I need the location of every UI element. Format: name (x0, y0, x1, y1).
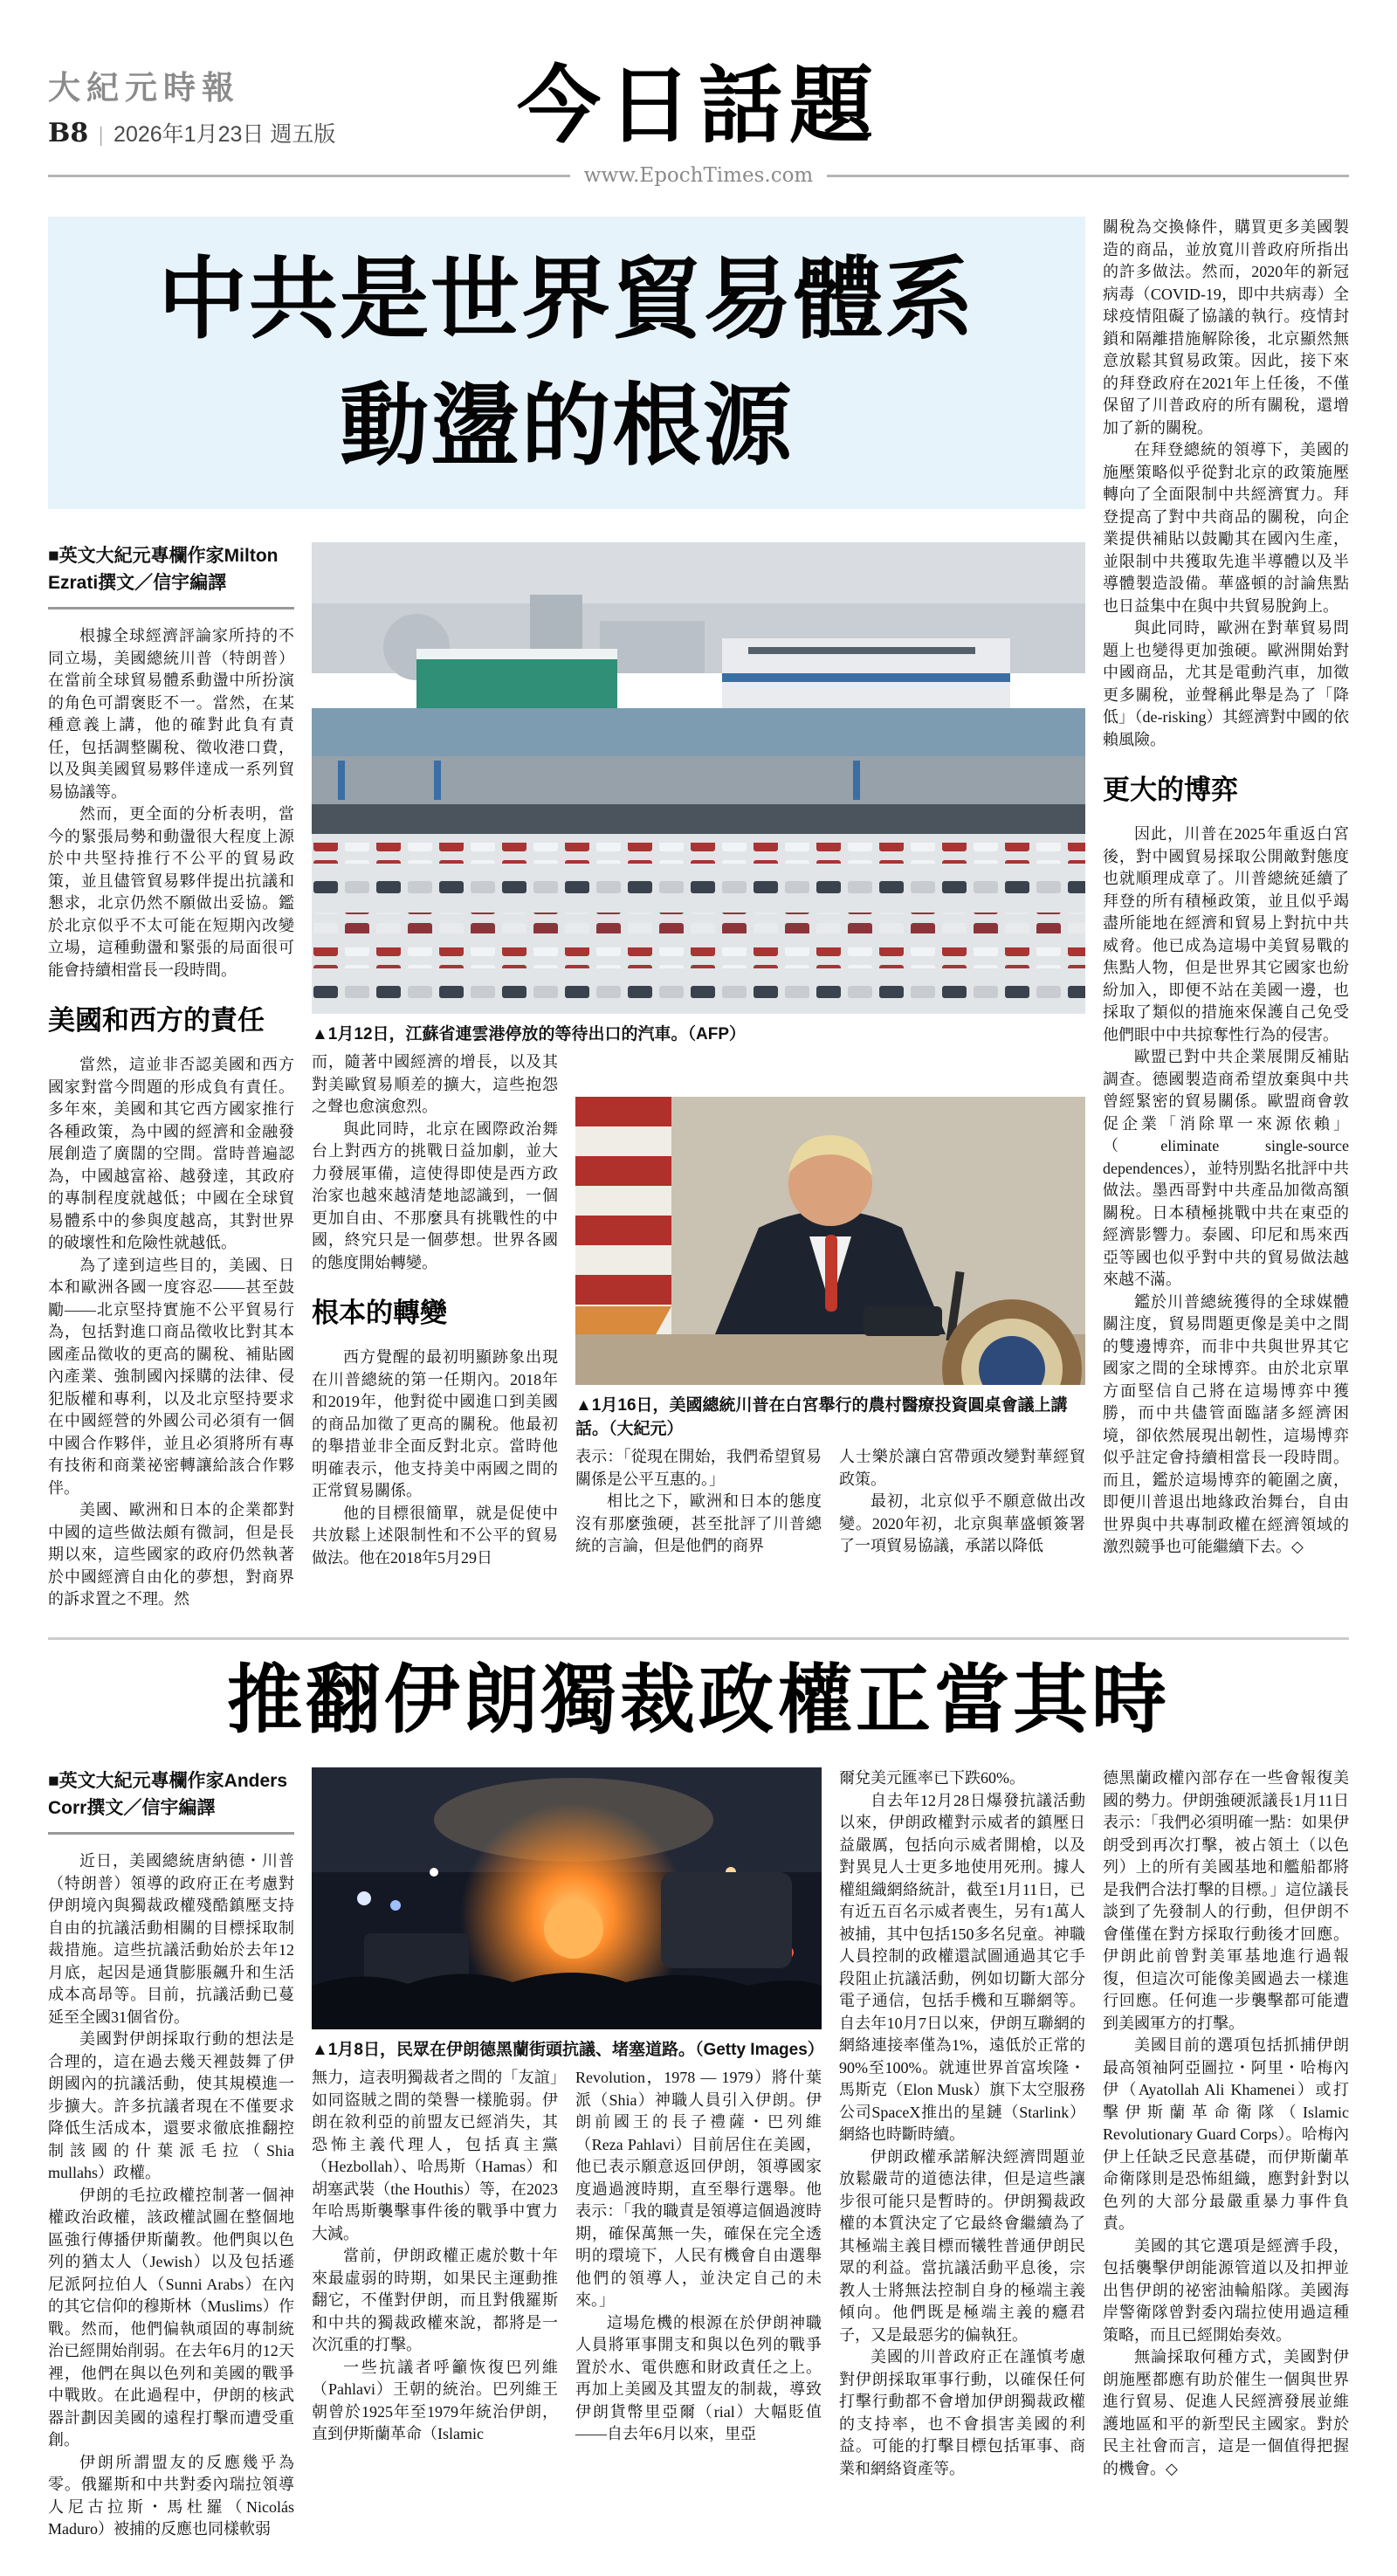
body-paragraph: 相比之下，歐洲和日本的態度沒有那麼強硬，甚至批評了川普總統的言論，但是他們的商界 (575, 1492, 822, 1554)
article-2-column-1 (48, 1767, 294, 2541)
edition-number: B8 (48, 118, 89, 148)
rule-line-left (48, 175, 570, 177)
article-1-column-2 (312, 1051, 558, 1569)
body-paragraph: 爾兌美元匯率已下跌60%。 (839, 1769, 1025, 1787)
tehran-protest-photo (312, 1767, 822, 2029)
subheading-bigger-game: 更大的博弈 (1103, 775, 1238, 805)
subheading-us-west-responsibility: 美國和西方的責任 (48, 1005, 265, 1036)
website-rule (48, 164, 1349, 187)
body-paragraph: 而，隨著中國經濟的增長，以及其對美歐貿易順差的擴大，這些抱怨之聲也愈演愈烈。 (312, 1053, 558, 1115)
body-paragraph: 表示：「從現在開始，我們希望貿易關係是公平互惠的。」 (575, 1448, 822, 1488)
article-1-column-1 (48, 542, 294, 1611)
article-2-headline: 推翻伊朗獨裁政權正當其時 (227, 1657, 1170, 1742)
body-paragraph: 美國目前的選項包括抓捕伊朗最高領袖阿亞圖拉・阿里・哈梅內伊（Ayatollah Ali Khamenei）或打擊伊斯蘭革命衛隊（Islamic Revolutionary Guard Corps）。哈梅內伊上任缺乏民意基礎，而伊斯蘭革命衛隊則是恐怖組織，應對針對以色列的大部分最嚴重暴力事件負責。 (1103, 2036, 1349, 2233)
body-paragraph: 歐盟已對中共企業展開反補貼調查。德國製造商希望放棄與中共曾經緊密的貿易關係。歐盟商會敦促企業「消除單一來源依賴」（eliminate single-source dependences），並特別點名批評中共做法。墨西哥對中共產品加徵高額關稅。日本積極挑戰中共在東亞的經濟影響力。泰國、印尼和馬來西亞等國也似乎對中共的貿易做法越來越不滿。 (1103, 1048, 1349, 1289)
article-1-column-3 (575, 1446, 822, 1558)
article-2-column-5 (1103, 1767, 1349, 2541)
body-paragraph: 關稅為交換條件，購買更多美國製造的商品，並放寬川普政府所指出的許多做法。然而，2020年的新冠病毒（COVID-19，即中共病毒）全球疫情阻礙了協議的執行。疫情封鎖和隔離措施解除後，北京顯然無意放鬆其貿易政策。因此，接下來的拜登政府在2021年上任後，不僅保留了川普政府的所有關稅，還增加了新的關稅。 (1103, 218, 1349, 437)
body-paragraph: 根據全球經濟評論家所持的不同立場，美國總統川普（特朗普）在當前全球貿易體系動盪中所扮演的角色可謂褒貶不一。當然，在某種意義上講，他的確對此負有責任，包括調整關稅、徵收港口費，以及與美國貿易夥伴達成一系列貿易協議等。 (48, 627, 294, 801)
body-paragraph: 西方覺醒的最初明顯跡象出現在川普總統的第一任期內。2018年和2019年，他對從中國進口到美國的商品加徵了更高的關稅。他最初的舉措並非全面反對北京。當時他明確表示，他支持美中兩國之間的正常貿易關係。 (312, 1348, 558, 1500)
body-paragraph: 美國對伊朗採取行動的想法是合理的，這在過去幾天裡鼓舞了伊朗國內的抗議活動，使其規模進一步擴大。許多抗議者現在不僅要求降低生活成本，還要求徹底推翻控制該國的什葉派毛拉（Shia mullahs）政權。 (48, 2030, 294, 2182)
body-paragraph: 無論採取何種方式，美國對伊朗施壓都應有助於催生一個與世界進行貿易、促進人民經濟發展並維護地區和平的新型民主國家。對於民主社會而言，這是一個值得把握的機會。◇ (1103, 2348, 1349, 2477)
body-paragraph: 最初，北京似乎不願意做出改變。2020年初，北京與華盛頓簽署了一項貿易協議，承諾以降低 (839, 1492, 1085, 1554)
masthead-block (48, 61, 423, 148)
body-paragraph: Revolution，1978 — 1979）將什葉派（Shia）神職人員引入伊朗。伊朗前國王的長子禮薩・巴列維（Reza Pahlavi）目前居住在美國，他已表示願意返回伊朗，領導國家度過過渡時期，直至舉行選舉。他表示：「我的職責是領導這個過渡時期，確保萬無一失，確保在完全透明的環境下，人民有機會自由選舉他們的領導人，並決定自己的未來。」 (575, 2069, 822, 2310)
body-paragraph: 近日，美國總統唐納德・川普（特朗普）領導的政府正在考慮對伊朗境內與獨裁政權殘酷鎮壓支持自由的抗議活動相關的目標採取制裁措施。這些抗議活動始於去年12月底，起因是通貨膨脹飆升和生活成本高昂等。目前，抗議活動已蔓延至全國31個省份。 (48, 1852, 294, 2026)
article-1-column-5 (1103, 217, 1349, 1611)
body-paragraph: 美國、歐洲和日本的企業都對中國的這些做法頗有微詞，但是長期以來，這些國家的政府仍然執著於中國經濟自由化的夢想，對商界的訴求置之不理。然 (48, 1501, 294, 1608)
body-paragraph: 因此，川普在2025年重返白宮後，對中國貿易採取公開敵對態度也就順理成章了。川普總統延續了拜登的所有積極政策，並且似乎竭盡所能地在經濟和貿易上對抗中共威脅。他已成為這場中美貿易戰的焦點人物，但是世界其它國家也紛紛加入，即便不站在美國一邊，也採取了類似的措施來保護自己免受他們眼中中共掠奪性行為的侵害。 (1103, 825, 1349, 1043)
body-paragraph: 鑑於川普總統獲得的全球媒體關注度，貿易問題更像是美中之間的雙邊博弈，而非中共與世界其它國家之間的全球博弈。由於北京單方面堅信自己將在這場博弈中獲勝，而中共儘管面臨諸多經濟困境，卻依然展現出韌性，這場博弈似乎註定會持續相當長一段時間。而且，鑑於這場博弈的範圍之廣，即便川普退出地緣政治舞台，自由世界與中共專制政權在經濟領域的激烈競爭也可能繼續下去。◇ (1103, 1292, 1349, 1556)
body-paragraph: 德黑蘭政權內部存在一些會報復美國的勢力。伊朗強硬派議長1月11日表示：「我們必須明確一點：如果伊朗受到再次打擊，被占領土（以色列）上的所有美國基地和艦船都將是我們合法打擊的目標。」這位議長談到了先發制人的行動，但伊朗不會僅僅在對方採取行動後才回應。伊朗此前曾對美軍基地進行過報復，但這次可能像美國過去一樣進行回應。任何進一步襲擊都可能遭到美國軍方的打擊。 (1103, 1769, 1349, 2032)
protest-photo-caption: ▲1月8日，民眾在伊朗德黑蘭街頭抗議、堵塞道路。（Getty Images） (312, 2041, 824, 2060)
article-1-column-4 (839, 1446, 1085, 1558)
body-paragraph: 一些抗議者呼籲恢復巴列維（Pahlavi）王朝的統治。巴列維王朝曾於1925年至1979年統治伊朗，直到伊斯蘭革命（Islamic (312, 2358, 558, 2443)
article-iran-root (48, 1659, 1349, 2541)
body-paragraph: 當然，這並非否認美國和西方國家對當今問題的形成負有責任。多年來，美國和其它西方國家推行各種政策，為中國的經濟和金融發展創造了廣闊的空間。當時普遍認為，中國越富裕、越發達，其政府的專制程度就越低；中國在全球貿易體系中的參與度越高，其對世界的破壞性和危險性就越低。 (48, 1056, 294, 1252)
body-paragraph: 在拜登總統的領導下，美國的施壓策略似乎從對北京的政策施壓轉向了全面限制中共經濟實力。拜登提高了對中共商品的關稅，向企業提供補貼以鼓勵其在國內生產，並限制中共獲取先進半導體以及半導體製造設備。華盛頓的討論焦點也日益集中在與中共貿易脫鉤上。 (1103, 441, 1349, 615)
body-paragraph: 與此同時，歐洲在對華貿易問題上也變得更加強硬。歐洲開始對中國商品，尤其是電動汽車，加徵更多關稅，並聲稱此舉是為了「降低」（de-risking）其經濟對中國的依賴風險。 (1103, 619, 1349, 748)
body-paragraph: 伊朗政權承諾解決經濟問題並放鬆嚴苛的道德法律，但是這些讓步很可能只是暫時的。伊朗獨裁政權的本質決定了它最終會繼續為了其極端主義目標而犧牲普通伊朗民眾的利益。當抗議活動平息後，宗教人士將無法控制自身的極端主義傾向。他們既是極端主義的癮君子，又是最惡劣的偏執狂。 (839, 2147, 1085, 2344)
article-trade-root (48, 217, 1349, 1611)
trump-photo-caption: ▲1月16日，美國總統川普在白宮舉行的農村醫療投資圓桌會議上講話。（大紀元） (575, 1396, 1068, 1438)
page-header (48, 59, 1349, 153)
article-2-column-2 (312, 2067, 558, 2446)
article-2-column-4 (839, 1767, 1085, 2541)
body-paragraph: 為了達到這些目的，美國、日本和歐洲各國一度容忍——甚至鼓勵——北京堅持實施不公平貿易行為，包括對進口商品徵收比對其本國產品徵收的更高的關稅、補貼國內產業、強制國內採購的法律、侵犯版權和專利，以及北京堅持要求在中國經營的外國公司必須有一個中國合作夥伴，並且必須將所有專有技術和商業祕密轉讓給該合作夥伴。 (48, 1256, 294, 1497)
subheading-fundamental-shift: 根本的轉變 (312, 1298, 447, 1328)
trump-photo (575, 1097, 1085, 1385)
body-paragraph: 然而，更全面的分析表明，當今的緊張局勢和動盪很大程度上源於中共堅持推行不公平的貿易政策，並且儘管貿易夥伴提出抗議和懇求，北京仍然不願做出妥協。鑑於北京似乎不太可能在短期內改變立場，這種動盪和緊張的局面很可能會持續相當長一段時間。 (48, 805, 294, 979)
body-paragraph: 人士樂於讓白宮帶頭改變對華經貿政策。 (839, 1448, 1085, 1488)
body-paragraph: 這場危機的根源在於伊朗神職人員將軍事開支和與以色列的戰爭置於水、電供應和財政責任之上。再加上美國及其盟友的制裁，導致伊朗貨幣里亞爾（rial）大幅貶值——自去年6月以來，里亞 (575, 2313, 822, 2443)
body-paragraph: 無力，這表明獨裁者之間的「友誼」如同盜賊之間的榮譽一樣脆弱。伊朗在敘利亞的前盟友已經消失，其恐怖主義代理人，包括真主黨（Hezbollah）、哈馬斯（Hamas）和胡塞武裝（the Houthis）等，在2023年哈馬斯襲擊事件後的戰爭中實力大減。 (312, 2069, 558, 2242)
edition-dateline (48, 117, 423, 148)
article-1-headline-line2: 動盪的根源 (340, 373, 794, 479)
body-paragraph: 美國的其它選項是經濟手段，包括襲擊伊朗能源管道以及扣押並出售伊朗的祕密油輪船隊。美國海岸警衛隊曾對委內瑞拉使用過這種策略，而且已經開始奏效。 (1103, 2236, 1349, 2344)
body-paragraph: 美國的川普政府正在謹慎考慮對伊朗採取軍事行動，以確保任何打擊行動都不會增加伊朗獨裁政權的支持率，也不會損害美國的利益。可能的打擊目標包括軍事、商業和網絡資產等。 (839, 2348, 1085, 2477)
article-1-headline-line1: 中共是世界貿易體系 (158, 246, 975, 352)
website-url: www.EpochTimes.com (583, 164, 814, 187)
port-photo-caption: ▲1月12日，江蘇省連雲港停放的等待出口的汽車。（AFP） (312, 1025, 747, 1043)
port-cars-photo (312, 542, 1085, 1014)
article-1-headline-box (48, 217, 1085, 509)
body-paragraph: 自去年12月28日爆發抗議活動以來，伊朗政權對示威者的鎮壓日益嚴厲，包括向示威者開槍，以及對異見人士更多地使用死刑。據人權組織網絡統計，截至1月11日，已有近五百名示威者喪生，另有1萬人被捕，其中包括150多名兒童。神職人員控制的政權還試圖通過其它手段阻止抗議活動，例如切斷大部分電子通信，包括手機和互聯網等。自去年10月7日以來，伊朗互聯網的網絡連接率僅為1%，遠低於正常的90%至100%。就連世界首富埃隆・馬斯克（Elon Musk）旗下太空服務公司SpaceX推出的星鏈（Starlink）網絡也時斷時續。 (839, 1791, 1085, 2144)
article-2-column-3 (575, 2067, 822, 2446)
section-title: 今日話題 (517, 59, 880, 153)
publication-date: 2026年1月23日 週五版 (114, 122, 336, 147)
masthead-logo: 大紀元時報 (48, 68, 240, 107)
body-paragraph: 伊朗所謂盟友的反應幾乎為零。俄羅斯和中共對委內瑞拉領導人尼古拉斯・馬杜羅（Nicolás Maduro）被捕的反應也同樣軟弱 (48, 2453, 294, 2538)
divider-bar: | (99, 124, 104, 147)
article-1-byline: ■英文大紀元專欄作家Milton Ezrati撰文／信宇編譯 (48, 542, 294, 610)
body-paragraph: 伊朗的毛拉政權控制著一個神權政治政權，該政權試圖在整個地區強行傳播伊斯蘭教。他們與以色列的猶太人（Jewish）以及包括遜尼派阿拉伯人（Sunni Arabs）在內的其它信仰的穆斯林（Muslims）作戰。然而，他們偏執頑固的專制統治已經開始削弱。在去年6月的12天裡，他們在與以色列和美國的戰爭中戰敗。在此過程中，伊朗的核武器計劃因美國的遠程打擊而遭受重創。 (48, 2186, 294, 2449)
rule-line-right (827, 175, 1349, 177)
article-2-byline: ■英文大紀元專欄作家Anders Corr撰文／信宇編譯 (48, 1767, 294, 1835)
body-paragraph: 他的目標很簡單，就是促使中共放鬆上述限制性和不公平的貿易做法。他在2018年5月29日 (312, 1504, 558, 1567)
body-paragraph: 當前，伊朗政權正處於數十年來最虛弱的時期，如果民主運動推翻它，不僅對伊朗，而且對俄羅斯和中共的獨裁政權來說，都將是一次沉重的打擊。 (312, 2247, 558, 2354)
body-paragraph: 與此同時，北京在國際政治舞台上對西方的挑戰日益加劇，並大力發展軍備，這使得即使是西方政治家也越來越清楚地認識到，一個更加自由、不那麼具有挑戰性的中國，終究只是一個夢想。世界各國的態度開始轉變。 (312, 1119, 558, 1271)
article-divider (48, 1637, 1349, 1640)
